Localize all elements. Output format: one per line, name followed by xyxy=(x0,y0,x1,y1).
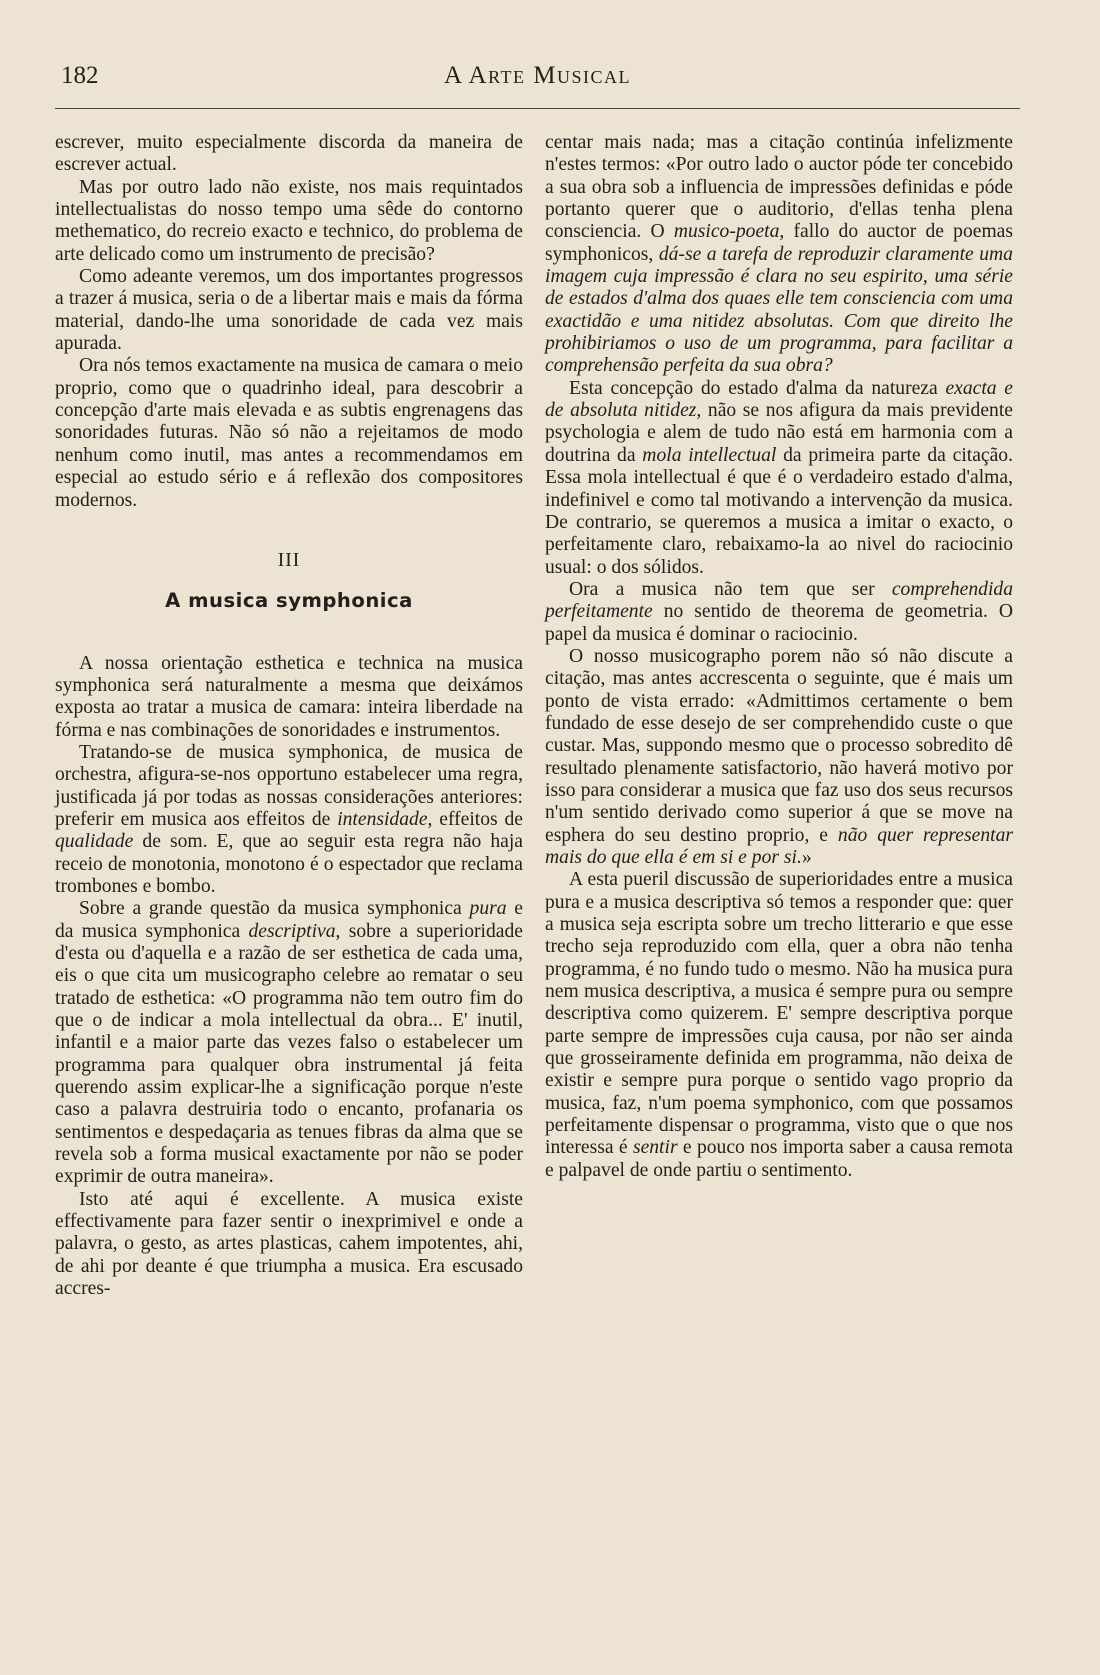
text-run: , fallo do auctor de poemas symphonicos, xyxy=(545,221,1014,265)
text-run: de som. E, que ao seguir esta regra não haja receio de monotonia, monotono é o espectador que reclama trombones e bombo. xyxy=(55,831,523,897)
paragraph xyxy=(545,579,1013,646)
paragraph xyxy=(55,742,523,898)
italic-text: pura xyxy=(469,898,507,920)
paragraph: Como adeante veremos, um dos importantes progressos a trazer á musica, seria o de a libertar mais e mais da fórma material, dando-lhe uma sonoridade de cada vez mais apurada. xyxy=(55,266,523,355)
paragraph xyxy=(545,132,1013,378)
italic-text: sentir xyxy=(632,1137,678,1159)
text-run: centar mais nada; mas a citação continúa infelizmente n'estes termos: «Por outro lado o auctor póde ter concebido a sua obra sob a influencia de impressões definidas e póde portanto querer que o auditorio, d'ellas tenha plena consciencia. O xyxy=(545,132,1013,243)
paragraph xyxy=(545,869,1013,1182)
text-run: , effeitos de xyxy=(427,808,523,830)
paragraph: escrever, muito especialmente discorda da maneira de escrever actual. xyxy=(55,132,523,176)
italic-text: mola intellectual xyxy=(642,444,777,466)
left-column xyxy=(55,132,523,1301)
italic-text: musico-poeta xyxy=(673,221,780,243)
page-number: 182 xyxy=(61,62,99,89)
text-run: A esta pueril discussão de superioridades entre a musica pura e a musica descriptiva só temos a responder que: quer a musica seja escripta sobre um trecho litterario e que esse trecho seja reproduzido com ella, quer a obra não tenha programma, é no fundo tudo o mesmo. Não ha musica pura nem musica descriptiva, a musica é sempre pura ou sempre descriptiva como quizerem. E' sempre descriptiva porque parte sempre de impressões cuja causa, por não ser ainda que grosseiramente definida em programma, não deixa de existir e sempre pura porque o sentido vago proprio da musica, faz, n'um poema symphonico, com que possamos perfeitamente dispensar o programma, visto que o que nos interessa é xyxy=(545,869,1013,1159)
italic-text: comprehendida perfeitamente xyxy=(545,578,1013,623)
text-run: , sobre a superioridade d'esta ou d'aquella e a razão de ser esthetica de cada uma, eis o que cita um musicographo celebre ao rematar o seu tratado de esthetica: «O programma não tem outro fim do que o de indicar a mola intellectual da obra... E' inutil, infantil e a maior parte das vezes falso o estabelecer um programma para qualquer obra instrumental já feita querendo assim explicar-lhe a significação porque n'este caso a palavra destruiria todo o encanto, profanaria os sentimentos e despedaçaria as tenues fibras da alma que se revela sob a forma musical exactamente por não se poder exprimir de outra maneira». xyxy=(55,920,523,1188)
italic-text: dá-se a tarefa de reproduzir claramente uma imagem cuja impressão é clara no seu espirito, uma série de estados d'alma dos quaes elle tem consciencia com uma exactidão e uma nitidez absolutas. Com que direito lhe prohibiriamos o uso de um programma, para facilitar a comprehensão perfeita da sua obra? xyxy=(545,243,1013,377)
paragraph: Mas por outro lado não existe, nos mais requintados intellectualistas do nosso tempo uma sêde do contorno methematico, do recreio exacto e technico, do problema de arte delicado como um instrumento de precisão? xyxy=(55,176,523,265)
text-run: Ora a musica não tem que ser xyxy=(569,578,892,600)
text-run: não se nos afigura da mais previdente psychologia e alem de tudo não está em harmonia com a doutrina da xyxy=(545,400,1013,466)
page-header xyxy=(55,60,1020,96)
text-run: Tratando-se de musica symphonica, de musica de orchestra, afigura-se-nos opportuno estabelecer uma regra, justificada já por todas as nossas considerações anteriores: preferir em musica aos effeitos de xyxy=(55,741,523,830)
section-title: A musica symphonica xyxy=(165,589,413,613)
text-run: O nosso musicographo porem não só não discute a citação, mas antes accrescenta o seguinte, que é mais um ponto de vista errado: «Admittimos certamente o bem fundado de esse desejo de ser comprehendido custe o que custar. Mas, suppondo mesmo que o processo sobredito dê resultado plenamente satisfactorio, não haverá motivo por isso para considerar a musica que faz uso dos seus recursos n'um sentido derivado como superior á que se move na esphera do seu destino proprio, e xyxy=(545,645,1013,846)
text-run: da primeira parte da citação. Essa mola intellectual é que é o verdadeiro estado d'alma, indefinivel e como tal motivando a intervenção da musica. De contrario, se queremos a musica a imitar o exacto, o perfeitamente claro, rebaixamo-la ao nivel do raciocinio usual: o dos sólidos. xyxy=(545,444,1013,578)
text-run: no sentido de theorema de geometria. O papel da musica é dominar o raciocinio. xyxy=(545,601,1013,645)
text-run: Esta concepção do estado d'alma da natureza xyxy=(569,377,946,399)
paragraph xyxy=(545,378,1013,579)
italic-text: qualidade xyxy=(55,831,134,853)
header-rule xyxy=(55,108,1020,109)
italic-text: não quer representar mais do que ella é em si e por si. xyxy=(545,824,1013,868)
paragraph xyxy=(545,646,1013,869)
right-column xyxy=(545,132,1013,1182)
text-run: e pouco nos importa saber a causa remota e palpavel de onde partiu o sentimento. xyxy=(545,1137,1013,1181)
text-run: e da musica symphonica xyxy=(55,898,523,942)
paragraph: Ora nós temos exactamente na musica de camara o meio proprio, como que o quadrinho ideal, para descobrir a concepção d'arte mais elevada e as subtis engrenagens das sonoridades futuras. Não só não a rejeitamos de modo nenhum como inutil, mas antes a recommendamos em especial ao estudo sério e á reflexão dos compositores modernos. xyxy=(55,355,523,511)
text-run: Sobre a grande questão da musica symphonica xyxy=(79,898,470,920)
paragraph: A nossa orientação esthetica e technica na musica symphonica será naturalmente a mesma que deixámos exposta ao tratar a musica de camara: inteira liberdade na fórma e nas combinações de sonoridades e instrumentos. xyxy=(55,652,523,741)
paragraph xyxy=(55,898,523,1188)
text-run: » xyxy=(801,847,812,868)
italic-text: descriptiva xyxy=(248,920,336,942)
section-number: III xyxy=(277,549,301,571)
italic-text: intensidade xyxy=(337,808,428,830)
paragraph: Isto até aqui é excellente. A musica existe effectivamente para fazer sentir o inexprimivel e onde a palavra, o gesto, as artes plasticas, cahem impotentes, ahi, de ahi por deante é que triumpha a musica. Era escusado accres- xyxy=(55,1188,523,1300)
journal-title: A Arte Musical xyxy=(444,62,631,89)
italic-text: exacta e de absoluta nitidez, xyxy=(545,377,1013,422)
